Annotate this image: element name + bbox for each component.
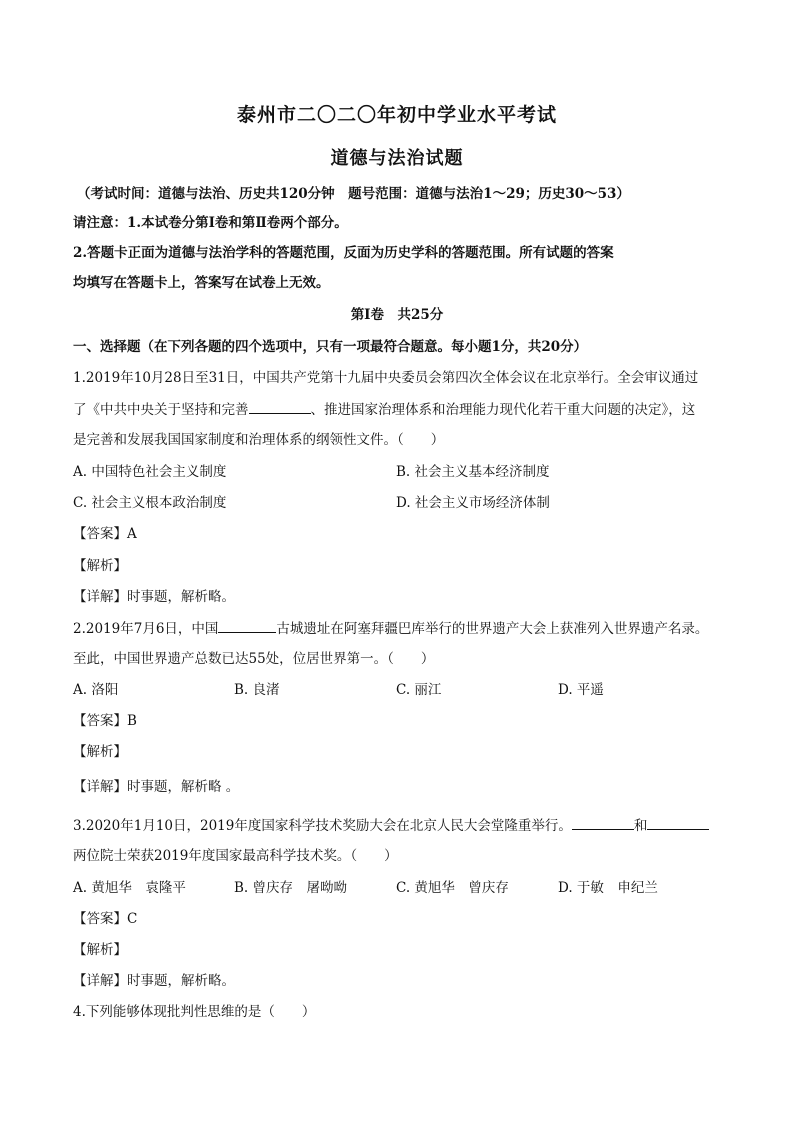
q3-analysis: 【解析】	[73, 942, 127, 958]
q1-line3: 是完善和发展我国国家制度和治理体系的纲领性文件。（ ）	[73, 432, 445, 448]
exam-subtitle: 道德与法治试题	[330, 148, 464, 169]
q1-blank	[249, 399, 311, 414]
q3-option-a: A. 黄旭华 袁隆平	[73, 880, 186, 896]
q2-answer: 【答案】B	[73, 713, 137, 729]
q1-line2a: 了《中共中央关于坚持和完善	[73, 402, 249, 418]
q2-line1	[73, 618, 733, 639]
q2-detail: 【详解】时事题，解析略 。	[73, 779, 240, 795]
q3-option-d: D. 于敏 申纪兰	[558, 880, 658, 896]
q3-option-c: C. 黄旭华 曾庆存	[396, 880, 509, 896]
q1-line1: 1.2019年10月28日至31日，中国共产党第十九届中央委员会第四次全体会议在北京举行。全会审议通过	[73, 370, 699, 386]
q1-detail: 【详解】时事题，解析略。	[73, 589, 235, 605]
q1-analysis: 【解析】	[73, 558, 127, 574]
q2-option-a: A. 洛阳	[73, 682, 119, 698]
q2-line1b: 古城遗址在阿塞拜疆巴库举行的世界遗产大会上获准列入世界遗产名录。	[276, 621, 709, 637]
q3-line1a: 3.2020年1月10日，2019年度国家科学技术奖励大会在北京人民大会堂隆重举行。	[73, 818, 572, 834]
q3-line1	[73, 815, 733, 836]
q3-blank-1	[572, 815, 634, 830]
q2-option-c: C. 丽江	[396, 682, 442, 698]
q3-detail: 【详解】时事题，解析略。	[73, 973, 235, 989]
q2-line1a: 2.2019年7月6日，中国	[73, 621, 219, 637]
q3-blank-2	[647, 815, 709, 830]
q1-option-c: C. 社会主义根本政治制度	[73, 495, 227, 511]
q1-line2b: 、推进国家治理体系和治理能力现代化若干重大问题的决定》，这	[310, 402, 696, 418]
q2-option-b: B. 良渚	[234, 682, 280, 698]
q1-answer: 【答案】A	[73, 526, 137, 542]
q2-line2: 至此，中国世界遗产总数已达55处，位居世界第一。（ ）	[73, 651, 435, 667]
exam-info: （考试时间：道德与法治、历史共120分钟 题号范围：道德与法治1～29；历史30～53）	[77, 186, 630, 202]
notice-2a: 2.答题卡正面为道德与法治学科的答题范围，反面为历史学科的答题范围。所有试题的答案	[73, 245, 614, 261]
q1-line2	[73, 399, 733, 420]
q2-blank	[218, 618, 276, 633]
q2-analysis: 【解析】	[73, 744, 127, 760]
q3-line1b: 和	[633, 818, 648, 834]
notice-2b: 均填写在答题卡上，答案写在试卷上无效。	[73, 275, 330, 291]
q1-option-b: B. 社会主义基本经济制度	[396, 464, 550, 480]
q4-line1: 4.下列能够体现批判性思维的是（ ）	[73, 1004, 316, 1020]
section-heading: 一、选择题（在下列各题的四个选项中，只有一项最符合题意。每小题1分，共20分）	[73, 339, 588, 355]
q1-option-a: A. 中国特色社会主义制度	[73, 464, 227, 480]
q2-option-d: D. 平遥	[558, 682, 604, 698]
q3-answer: 【答案】C	[73, 911, 138, 927]
part-title: 第Ⅰ卷 共25分	[350, 307, 444, 323]
exam-title: 泰州市二〇二〇年初中学业水平考试	[236, 104, 557, 126]
q3-line2: 两位院士荣获2019年度国家最高科学技术奖。（ ）	[73, 848, 398, 864]
q3-option-b: B. 曾庆存 屠呦呦	[234, 880, 348, 896]
notice-1: 请注意：1.本试卷分第Ⅰ卷和第Ⅱ卷两个部分。	[73, 215, 348, 231]
q1-option-d: D. 社会主义市场经济体制	[396, 495, 550, 511]
